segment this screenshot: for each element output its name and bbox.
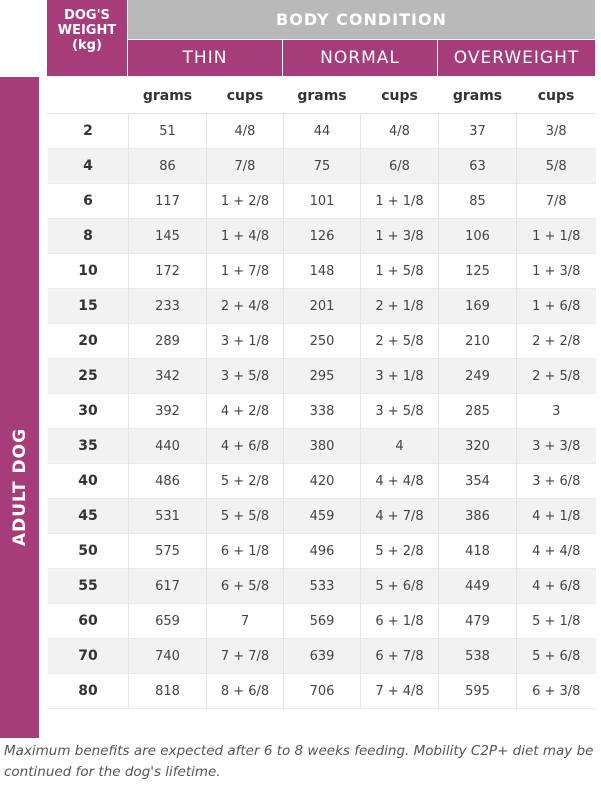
- cell-overweight-cups: 4 + 6/8: [517, 569, 596, 604]
- cell-normal-grams: 295: [284, 359, 361, 394]
- cell-thin-cups: 7 + 7/8: [207, 639, 284, 674]
- table-row: [48, 569, 596, 604]
- cell-overweight-cups: 3/8: [517, 114, 596, 149]
- cell-normal-cups: 7 + 4/8: [361, 674, 439, 709]
- cell-overweight-cups: 5 + 6/8: [517, 639, 596, 674]
- group-thin-header: THIN: [128, 40, 282, 76]
- cell-normal-grams: 201: [284, 289, 361, 324]
- cell-overweight-grams: 479: [439, 604, 517, 639]
- table-row: [48, 254, 596, 289]
- cell-overweight-grams: 169: [439, 289, 517, 324]
- cell-overweight-cups: 1 + 6/8: [517, 289, 596, 324]
- cell-weight: 70: [48, 639, 129, 674]
- cell-normal-grams: 44: [284, 114, 361, 149]
- weight-header-line-3: (kg): [72, 38, 102, 53]
- cell-normal-cups: 4 + 7/8: [361, 499, 439, 534]
- table-row: [48, 324, 596, 359]
- table-row: [48, 429, 596, 464]
- cell-thin-grams: 392: [129, 394, 207, 429]
- cell-overweight-grams: 386: [439, 499, 517, 534]
- weight-header-line-1: DOG'S: [64, 8, 110, 23]
- unit-header-overweight-cups: cups: [517, 78, 596, 114]
- cell-normal-cups: 5 + 2/8: [361, 534, 439, 569]
- cell-normal-grams: 126: [284, 219, 361, 254]
- adult-dog-label: ADULT DOG: [10, 427, 30, 547]
- cell-weight: 4: [48, 149, 129, 184]
- cell-overweight-cups: 1 + 1/8: [517, 219, 596, 254]
- cell-normal-grams: 420: [284, 464, 361, 499]
- cell-overweight-cups: 4 + 1/8: [517, 499, 596, 534]
- cell-overweight-grams: 538: [439, 639, 517, 674]
- table-row: [48, 499, 596, 534]
- cell-normal-cups: 3 + 1/8: [361, 359, 439, 394]
- cell-overweight-cups: 2 + 2/8: [517, 324, 596, 359]
- cell-normal-grams: 569: [284, 604, 361, 639]
- cell-overweight-cups: 4 + 4/8: [517, 534, 596, 569]
- cell-thin-grams: 740: [129, 639, 207, 674]
- cell-thin-cups: 5 + 2/8: [207, 464, 284, 499]
- cell-overweight-grams: 85: [439, 184, 517, 219]
- cell-overweight-cups: 2 + 5/8: [517, 359, 596, 394]
- cell-thin-grams: 51: [129, 114, 207, 149]
- unit-header-normal-grams: grams: [284, 78, 361, 114]
- group-overweight-header: OVERWEIGHT: [438, 40, 595, 76]
- weight-header-line-2: WEIGHT: [57, 23, 117, 38]
- cell-overweight-grams: 320: [439, 429, 517, 464]
- cell-thin-grams: 145: [129, 219, 207, 254]
- cell-thin-cups: 4/8: [207, 114, 284, 149]
- cell-normal-cups: 5 + 6/8: [361, 569, 439, 604]
- cell-overweight-grams: 106: [439, 219, 517, 254]
- cell-overweight-grams: 354: [439, 464, 517, 499]
- table-row: [48, 639, 596, 674]
- footnote: Maximum benefits are expected after 6 to 8 weeks feeding. Mobility C2P+ diet may be continued for the dog's lifetime.: [4, 743, 594, 780]
- cell-overweight-cups: 6 + 3/8: [517, 674, 596, 709]
- cell-weight: 50: [48, 534, 129, 569]
- adult-dog-side-band: [0, 77, 39, 738]
- cell-thin-cups: 1 + 7/8: [207, 254, 284, 289]
- cell-thin-cups: 1 + 4/8: [207, 219, 284, 254]
- cell-thin-grams: 289: [129, 324, 207, 359]
- cell-normal-cups: 6/8: [361, 149, 439, 184]
- cell-normal-cups: 2 + 1/8: [361, 289, 439, 324]
- table-row: [48, 219, 596, 254]
- cell-thin-grams: 86: [129, 149, 207, 184]
- cell-normal-grams: 148: [284, 254, 361, 289]
- table-row: [48, 394, 596, 429]
- cell-thin-grams: 818: [129, 674, 207, 709]
- cell-normal-grams: 75: [284, 149, 361, 184]
- cell-thin-cups: 1 + 2/8: [207, 184, 284, 219]
- cell-thin-cups: 7/8: [207, 149, 284, 184]
- cell-weight: 25: [48, 359, 129, 394]
- cell-overweight-grams: 449: [439, 569, 517, 604]
- cell-normal-grams: 533: [284, 569, 361, 604]
- cell-weight: 15: [48, 289, 129, 324]
- table-row: [48, 464, 596, 499]
- cell-normal-grams: 639: [284, 639, 361, 674]
- cell-overweight-cups: 5/8: [517, 149, 596, 184]
- cell-weight: 6: [48, 184, 129, 219]
- cell-thin-grams: 486: [129, 464, 207, 499]
- group-normal-header: NORMAL: [283, 40, 437, 76]
- table-row: [48, 149, 596, 184]
- unit-header-thin-grams: grams: [129, 78, 207, 114]
- cell-thin-cups: 3 + 5/8: [207, 359, 284, 394]
- cell-overweight-grams: 210: [439, 324, 517, 359]
- cell-normal-grams: 338: [284, 394, 361, 429]
- cell-thin-grams: 172: [129, 254, 207, 289]
- cell-weight: 35: [48, 429, 129, 464]
- cell-overweight-cups: 3: [517, 394, 596, 429]
- cell-thin-grams: 659: [129, 604, 207, 639]
- cell-thin-cups: 4 + 6/8: [207, 429, 284, 464]
- unit-header-thin-cups: cups: [207, 78, 284, 114]
- cell-thin-cups: 4 + 2/8: [207, 394, 284, 429]
- cell-thin-grams: 117: [129, 184, 207, 219]
- cell-thin-grams: 531: [129, 499, 207, 534]
- table-row: [48, 534, 596, 569]
- cell-normal-cups: 4/8: [361, 114, 439, 149]
- cell-thin-cups: 2 + 4/8: [207, 289, 284, 324]
- cell-weight: 8: [48, 219, 129, 254]
- cell-normal-cups: 4: [361, 429, 439, 464]
- cell-overweight-cups: 3 + 6/8: [517, 464, 596, 499]
- cell-normal-cups: 1 + 1/8: [361, 184, 439, 219]
- cell-normal-grams: 706: [284, 674, 361, 709]
- cell-thin-cups: 3 + 1/8: [207, 324, 284, 359]
- cell-weight: 80: [48, 674, 129, 709]
- cell-thin-grams: 617: [129, 569, 207, 604]
- unit-header-blank: [48, 78, 129, 114]
- cell-overweight-grams: 249: [439, 359, 517, 394]
- cell-weight: 60: [48, 604, 129, 639]
- cell-thin-cups: 6 + 1/8: [207, 534, 284, 569]
- cell-normal-cups: 3 + 5/8: [361, 394, 439, 429]
- table-row: [48, 114, 596, 149]
- cell-thin-cups: 6 + 5/8: [207, 569, 284, 604]
- cell-thin-cups: 7: [207, 604, 284, 639]
- unit-header-overweight-grams: grams: [439, 78, 517, 114]
- cell-thin-cups: 5 + 5/8: [207, 499, 284, 534]
- cell-thin-grams: 233: [129, 289, 207, 324]
- table-row: [48, 184, 596, 219]
- cell-normal-grams: 459: [284, 499, 361, 534]
- cell-weight: 40: [48, 464, 129, 499]
- cell-normal-grams: 380: [284, 429, 361, 464]
- cell-weight: 2: [48, 114, 129, 149]
- cell-overweight-grams: 595: [439, 674, 517, 709]
- cell-overweight-cups: 5 + 1/8: [517, 604, 596, 639]
- cell-weight: 30: [48, 394, 129, 429]
- cell-overweight-grams: 63: [439, 149, 517, 184]
- cell-thin-cups: 8 + 6/8: [207, 674, 284, 709]
- cell-normal-grams: 250: [284, 324, 361, 359]
- unit-header-row: [48, 78, 596, 114]
- cell-overweight-grams: 418: [439, 534, 517, 569]
- cell-normal-cups: 2 + 5/8: [361, 324, 439, 359]
- cell-normal-grams: 496: [284, 534, 361, 569]
- cell-weight: 20: [48, 324, 129, 359]
- cell-normal-cups: 4 + 4/8: [361, 464, 439, 499]
- table-row: [48, 604, 596, 639]
- dogs-weight-header: [47, 0, 127, 76]
- cell-thin-grams: 342: [129, 359, 207, 394]
- cell-normal-grams: 101: [284, 184, 361, 219]
- cell-overweight-cups: 7/8: [517, 184, 596, 219]
- body-condition-header: BODY CONDITION: [128, 0, 595, 39]
- cell-overweight-cups: 1 + 3/8: [517, 254, 596, 289]
- cell-weight: 10: [48, 254, 129, 289]
- table-row: [48, 359, 596, 394]
- cell-thin-grams: 575: [129, 534, 207, 569]
- cell-overweight-grams: 37: [439, 114, 517, 149]
- cell-normal-cups: 6 + 1/8: [361, 604, 439, 639]
- unit-header-normal-cups: cups: [361, 78, 439, 114]
- table-row: [48, 674, 596, 709]
- cell-weight: 45: [48, 499, 129, 534]
- cell-normal-cups: 6 + 7/8: [361, 639, 439, 674]
- cell-overweight-cups: 3 + 3/8: [517, 429, 596, 464]
- cell-overweight-grams: 125: [439, 254, 517, 289]
- table-row: [48, 289, 596, 324]
- cell-normal-cups: 1 + 5/8: [361, 254, 439, 289]
- cell-thin-grams: 440: [129, 429, 207, 464]
- cell-normal-cups: 1 + 3/8: [361, 219, 439, 254]
- cell-overweight-grams: 285: [439, 394, 517, 429]
- feeding-table: [47, 77, 596, 709]
- cell-weight: 55: [48, 569, 129, 604]
